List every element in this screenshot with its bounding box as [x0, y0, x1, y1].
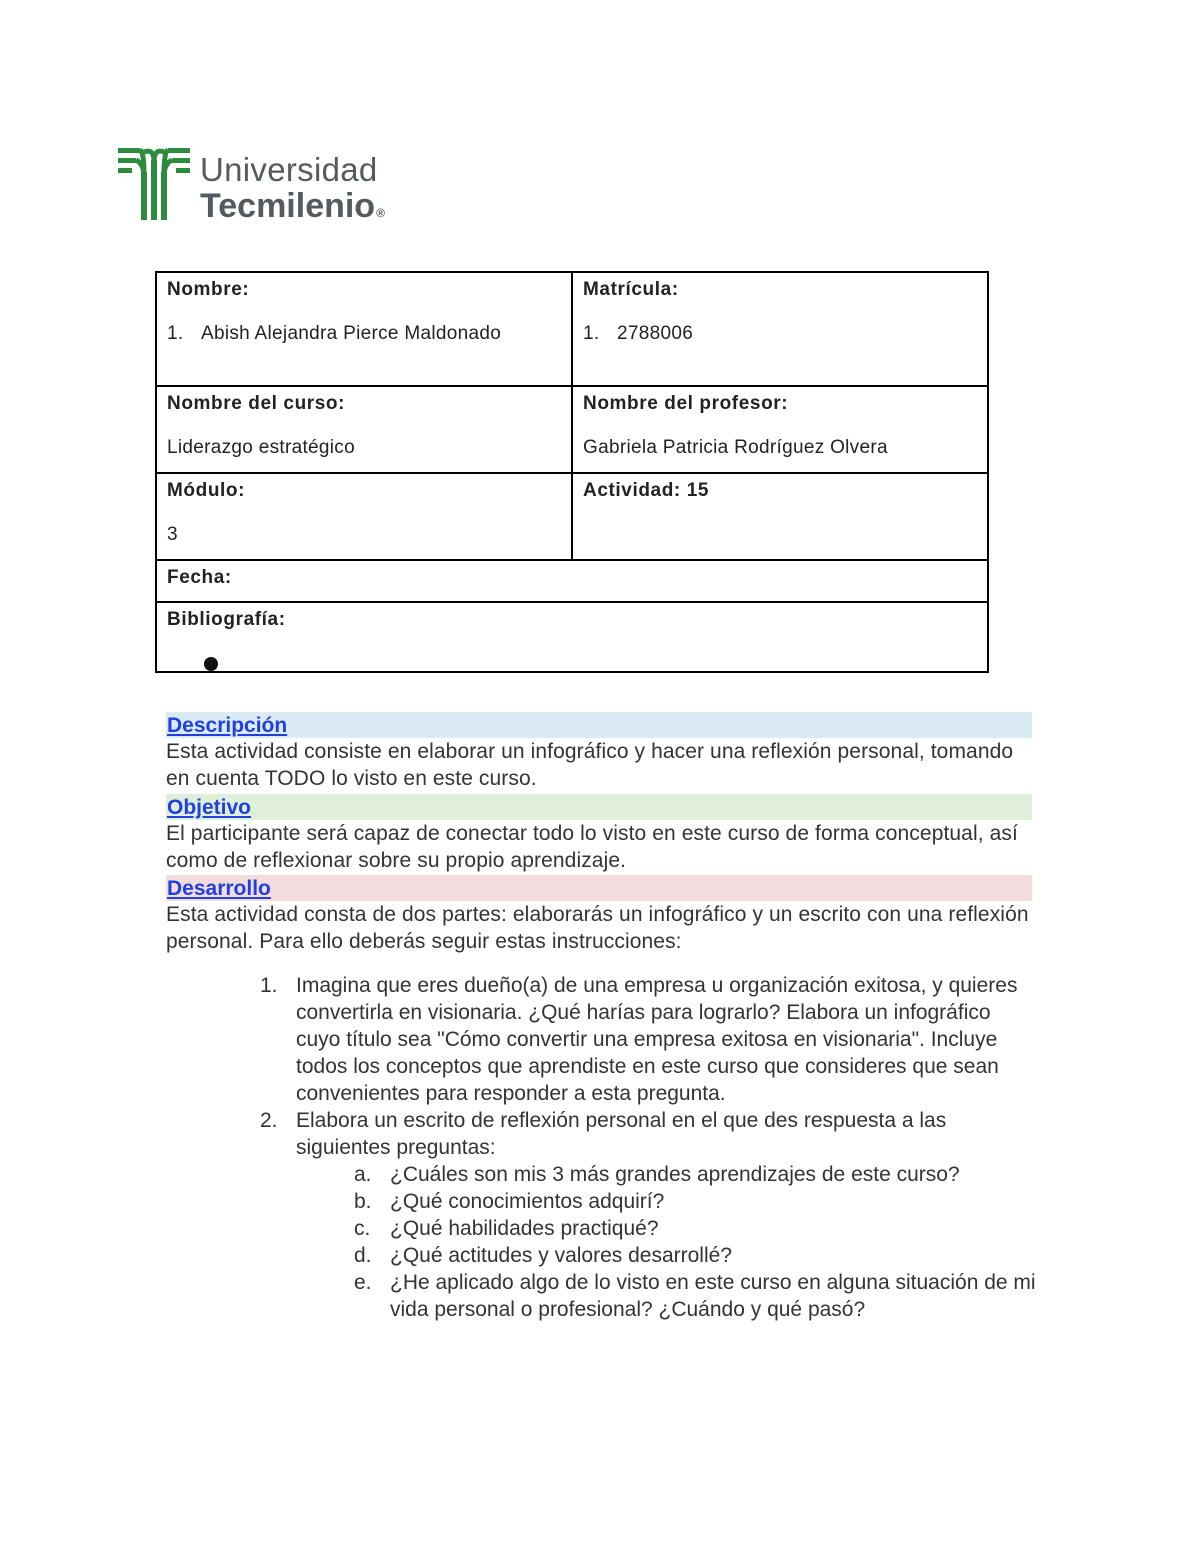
matricula-list-number: 1.: [583, 323, 600, 344]
desarrollo-section: [166, 875, 1032, 955]
nombre-label: Nombre:: [167, 279, 250, 300]
matricula-label: Matrícula:: [583, 279, 679, 300]
tecmilenio-logo-icon: [118, 146, 190, 222]
list-item: [260, 972, 1040, 1107]
question-text: ¿Qué actitudes y valores desarrollé?: [390, 1244, 732, 1267]
student-info-table: [155, 271, 989, 673]
profesor-label: Nombre del profesor:: [583, 393, 789, 414]
list-item-marker: e.: [354, 1271, 372, 1294]
descripcion-section: [166, 712, 1032, 792]
actividad-label: Actividad: 15: [583, 480, 710, 501]
nombre-cell: [156, 272, 572, 386]
nombre-list-number: 1.: [167, 323, 184, 344]
fecha-label: Fecha:: [167, 567, 232, 588]
registered-mark: ®: [376, 206, 385, 220]
list-item-marker: d.: [354, 1244, 372, 1267]
curso-value: Liderazgo estratégico: [167, 437, 355, 458]
fecha-cell: [156, 560, 988, 602]
list-item-marker: a.: [354, 1163, 372, 1186]
logo-tecmilenio-line: Tecmilenio: [200, 187, 376, 225]
nombre-value: Abish Alejandra Pierce Maldonado: [201, 323, 502, 344]
list-item-marker: 1.: [260, 974, 278, 997]
curso-label: Nombre del curso:: [167, 393, 346, 414]
bullet-icon: [204, 657, 218, 671]
descripcion-heading: Descripción: [166, 712, 1032, 738]
matricula-value: 2788006: [617, 323, 694, 344]
question-text: ¿He aplicado algo de lo visto en este curso en alguna situación de mi vida personal o profesional? ¿Cuándo y qué pasó?: [390, 1271, 1036, 1321]
list-item: [354, 1269, 1040, 1323]
desarrollo-heading: Desarrollo: [166, 875, 1032, 901]
instructions-list: [260, 972, 1040, 1323]
modulo-cell: [156, 473, 572, 560]
instruction-1-text: Imagina que eres dueño(a) de una empresa u organización exitosa, y quieres convertirla en visionaria. ¿Qué harías para lograrlo? Elabora un infográfico cuyo título sea "Cómo convertir una empresa exitosa en visionaria". Incluye todos los conceptos que aprendiste en este curso que consideres que sean convenientes para responder a esta pregunta.: [296, 974, 1018, 1105]
profesor-cell: [572, 386, 988, 473]
bibliografia-label: Bibliografía:: [167, 609, 286, 630]
list-item: [260, 1107, 1040, 1161]
objetivo-section: [166, 794, 1032, 874]
modulo-value: 3: [167, 524, 178, 545]
reflection-questions-list: [354, 1161, 1040, 1323]
profesor-value: Gabriela Patricia Rodríguez Olvera: [583, 437, 888, 458]
list-item: [354, 1188, 1040, 1215]
desarrollo-text: Esta actividad consta de dos partes: elaborarás un infográfico y un escrito con una reflexión personal. Para ello deberás seguir estas instrucciones:: [166, 903, 1029, 953]
descripcion-text: Esta actividad consiste en elaborar un infográfico y hacer una reflexión personal, tomando en cuenta TODO lo visto en este curso.: [166, 740, 1014, 790]
objetivo-heading: Objetivo: [166, 794, 1032, 820]
list-item: [354, 1161, 1040, 1188]
list-item-marker: b.: [354, 1190, 372, 1213]
modulo-label: Módulo:: [167, 480, 246, 501]
list-item: [354, 1215, 1040, 1242]
actividad-cell: [572, 473, 988, 560]
question-text: ¿Qué habilidades practiqué?: [390, 1217, 659, 1240]
curso-cell: [156, 386, 572, 473]
list-item-marker: c.: [354, 1217, 371, 1240]
instruction-2-text: Elabora un escrito de reflexión personal en el que des respuesta a las siguientes preguntas:: [296, 1109, 947, 1159]
question-text: ¿Qué conocimientos adquirí?: [390, 1190, 665, 1213]
university-logo: [118, 146, 398, 226]
list-item: [354, 1242, 1040, 1269]
bibliografia-cell: [156, 602, 988, 672]
logo-university-line: Universidad: [200, 151, 378, 188]
question-text: ¿Cuáles son mis 3 más grandes aprendizajes de este curso?: [390, 1163, 960, 1186]
objetivo-text: El participante será capaz de conectar todo lo visto en este curso de forma conceptual, así como de reflexionar sobre su propio aprendizaje.: [166, 822, 1018, 872]
matricula-cell: [572, 272, 988, 386]
list-item-marker: 2.: [260, 1109, 278, 1132]
